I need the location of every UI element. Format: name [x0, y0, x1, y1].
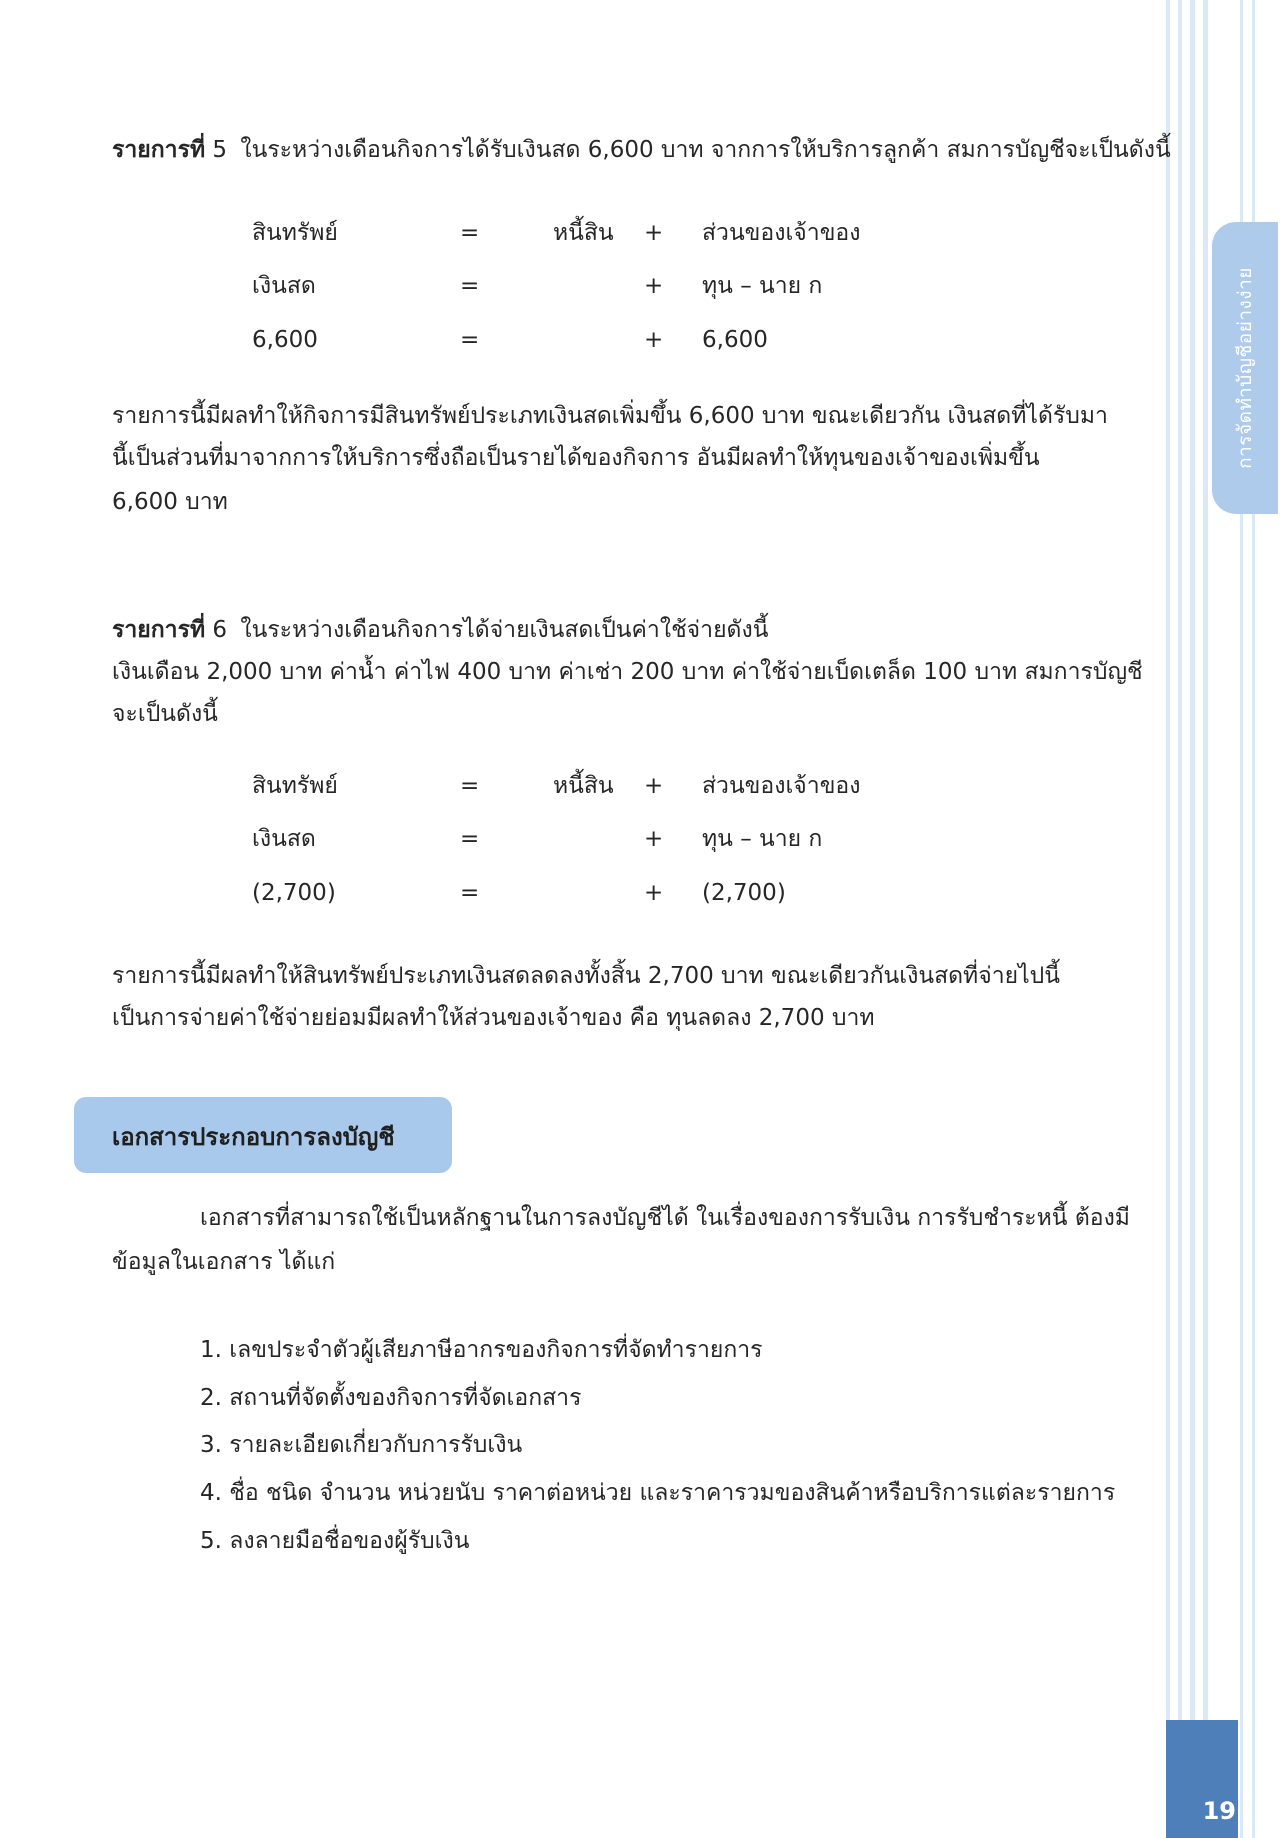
margin-stripe — [1178, 0, 1182, 1838]
transaction6-description-line: จะเป็นดังนี้ — [112, 701, 218, 727]
equation-equity: ทุน – นาย ก — [702, 273, 823, 299]
transaction6-explanation-line: รายการนี้มีผลทำให้สินทรัพย์ประเภทเงินสดลดลงทั้งสิ้น 2,700 บาท ขณะเดียวกันเงินสดที่จ่ายไปนี้ — [112, 963, 1060, 989]
transaction6-number: 6 — [212, 617, 228, 643]
equation-equals: = — [460, 880, 480, 906]
transaction5-explanation-line: นี้เป็นส่วนที่มาจากการให้บริการซึ่งถือเป็นรายได้ของกิจการ อันมีผลทำให้ทุนของเจ้าของเพิ่มขึ้น — [112, 445, 1040, 471]
equation-asset: สินทรัพย์ — [252, 773, 338, 799]
section-heading: เอกสารประกอบการลงบัญชี — [112, 1123, 395, 1151]
equation-equals: = — [460, 220, 480, 246]
equation-equals: = — [460, 327, 480, 353]
equation-equity: (2,700) — [702, 880, 786, 906]
equation-plus: + — [644, 826, 664, 852]
transaction5-number: 5 — [212, 137, 228, 163]
list-item: 3. รายละเอียดเกี่ยวกับการรับเงิน — [200, 1432, 523, 1458]
equation-asset: สินทรัพย์ — [252, 220, 338, 246]
equation-asset: เงินสด — [252, 273, 316, 299]
page-number: 19 — [1202, 1797, 1236, 1825]
transaction6-title: รายการที่ — [112, 617, 206, 643]
equation-equity: ส่วนของเจ้าของ — [702, 220, 861, 246]
equation-equals: = — [460, 273, 480, 299]
transaction6-description: ในระหว่างเดือนกิจการได้จ่ายเงินสดเป็นค่าใช้จ่ายดังนี้ — [240, 617, 769, 643]
equation-liability: หนี้สิน — [553, 220, 614, 246]
margin-stripe — [1203, 0, 1208, 1838]
equation-equals: = — [460, 826, 480, 852]
transaction6-header — [112, 612, 768, 648]
equation-equity: 6,600 — [702, 327, 768, 353]
equation-plus: + — [644, 880, 664, 906]
chapter-side-tab-label: การจัดทำบัญชีอย่างง่าย — [1234, 267, 1257, 469]
list-item: 4. ชื่อ ชนิด จำนวน หน่วยนับ ราคาต่อหน่วย และราคารวมของสินค้าหรือบริการแต่ละรายการ — [200, 1480, 1116, 1506]
list-item: 5. ลงลายมือชื่อของผู้รับเงิน — [200, 1528, 470, 1554]
equation-asset: 6,600 — [252, 327, 318, 353]
equation-asset: เงินสด — [252, 826, 316, 852]
equation-asset: (2,700) — [252, 880, 336, 906]
equation-plus: + — [644, 273, 664, 299]
transaction5-header — [112, 132, 1171, 168]
transaction6-description-line: เงินเดือน 2,000 บาท ค่าน้ำ ค่าไฟ 400 บาท ค่าเช่า 200 บาท ค่าใช้จ่ายเบ็ดเตล็ด 100 บาท สมการบัญชี — [112, 659, 1143, 685]
transaction5-explanation-line: 6,600 บาท — [112, 489, 228, 515]
list-item: 2. สถานที่จัดตั้งของกิจการที่จัดเอกสาร — [200, 1385, 582, 1411]
margin-stripe — [1190, 0, 1195, 1838]
equation-equity: ส่วนของเจ้าของ — [702, 773, 861, 799]
documents-intro-line: ข้อมูลในเอกสาร ได้แก่ — [112, 1249, 336, 1275]
transaction5-description: ในระหว่างเดือนกิจการได้รับเงินสด 6,600 บาท จากการให้บริการลูกค้า สมการบัญชีจะเป็นดังนี้ — [240, 137, 1171, 163]
chapter-side-tab — [1212, 222, 1278, 514]
equation-plus: + — [644, 327, 664, 353]
equation-plus: + — [644, 220, 664, 246]
equation-plus: + — [644, 773, 664, 799]
documents-intro-line: เอกสารที่สามารถใช้เป็นหลักฐานในการลงบัญชีได้ ในเรื่องของการรับเงิน การรับชำระหนี้ ต้องมี — [200, 1205, 1130, 1231]
list-item: 1. เลขประจำตัวผู้เสียภาษีอากรของกิจการที่จัดทำรายการ — [200, 1337, 763, 1363]
transaction5-title: รายการที่ — [112, 137, 206, 163]
transaction5-explanation-line: รายการนี้มีผลทำให้กิจการมีสินทรัพย์ประเภทเงินสดเพิ่มขึ้น 6,600 บาท ขณะเดียวกัน เงินสดที่ได้รับมา — [112, 403, 1108, 429]
margin-stripe — [1166, 0, 1170, 1838]
equation-equity: ทุน – นาย ก — [702, 826, 823, 852]
equation-liability: หนี้สิน — [553, 773, 614, 799]
transaction6-explanation-line: เป็นการจ่ายค่าใช้จ่ายย่อมมีผลทำให้ส่วนของเจ้าของ คือ ทุนลดลง 2,700 บาท — [112, 1005, 875, 1031]
equation-equals: = — [460, 773, 480, 799]
